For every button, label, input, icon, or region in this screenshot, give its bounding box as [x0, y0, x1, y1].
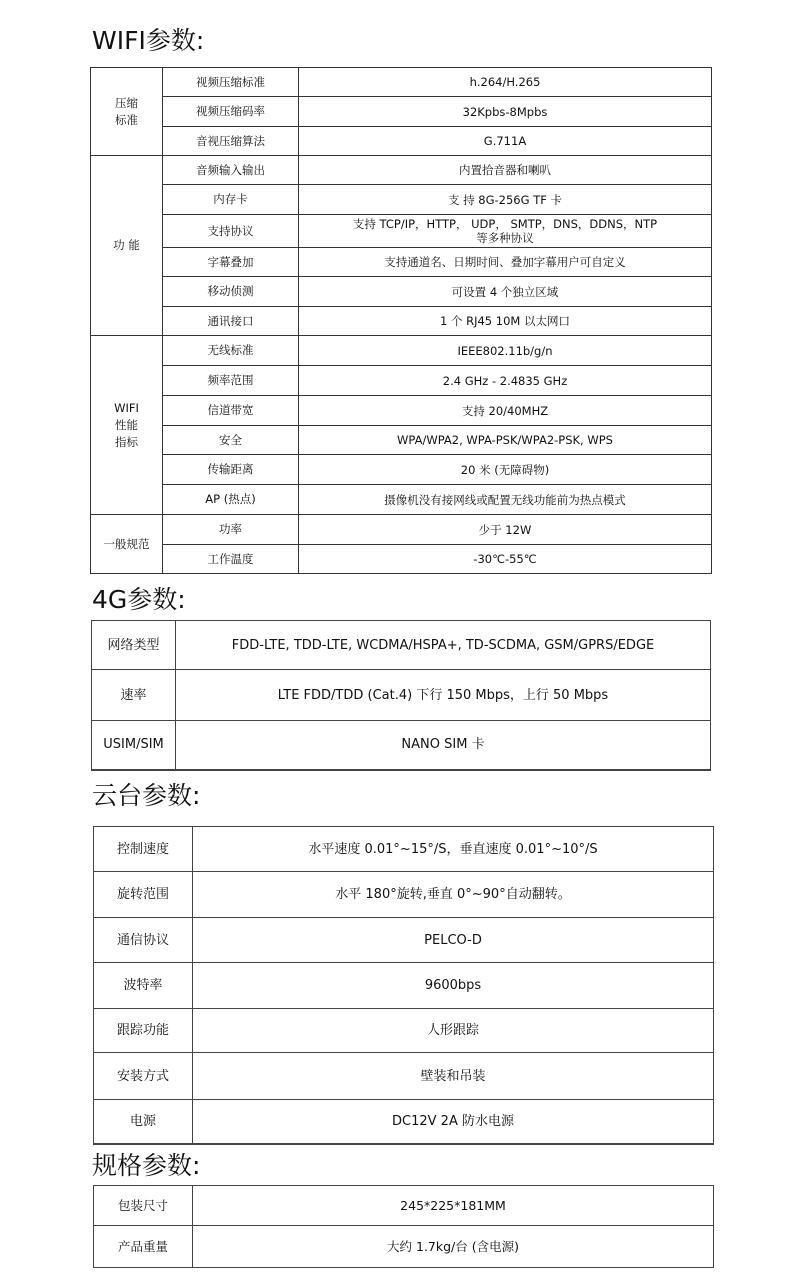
- table-row: [91, 396, 712, 426]
- param-value: NANO SIM 卡: [176, 721, 711, 770]
- ptz-spec-table: [93, 826, 714, 1145]
- param-value: -30℃-55℃: [299, 545, 712, 574]
- table-row: [91, 336, 712, 366]
- param-label: 支持协议: [163, 215, 299, 248]
- param-label: 音频输入输出: [163, 156, 299, 185]
- table-row: [91, 68, 712, 97]
- param-label: 通信协议: [94, 918, 193, 963]
- param-label: 视频压缩标准: [163, 68, 299, 97]
- param-value: 支持通道名、日期时间、叠加字幕用户可自定义: [299, 248, 712, 277]
- param-label: USIM/SIM: [92, 721, 176, 770]
- 4g-section-title: 4G参数:: [92, 585, 186, 614]
- param-label: 频率范围: [163, 366, 299, 396]
- param-label: 旋转范围: [94, 872, 193, 918]
- param-label: 字幕叠加: [163, 248, 299, 277]
- param-value: 32Kpbs-8Mpbs: [299, 97, 712, 127]
- param-label: 速率: [92, 670, 176, 721]
- 4g-spec-table: [91, 620, 711, 771]
- param-label: 控制速度: [94, 827, 193, 872]
- table-row: [91, 127, 712, 156]
- param-value: G.711A: [299, 127, 712, 156]
- param-label: 无线标准: [163, 336, 299, 366]
- param-value: 人形跟踪: [193, 1009, 714, 1053]
- param-value: 20 米 (无障碍物): [299, 455, 712, 485]
- table-row: [91, 307, 712, 336]
- dimension-spec-table: [93, 1185, 714, 1268]
- param-value: 9600bps: [193, 963, 714, 1009]
- wifi-section-title: WIFI参数:: [92, 26, 205, 55]
- table-row: [94, 918, 714, 963]
- table-row: [94, 827, 714, 872]
- table-row: [94, 1009, 714, 1053]
- table-row: [91, 366, 712, 396]
- table-row: [94, 1186, 714, 1226]
- param-label: 内存卡: [163, 185, 299, 215]
- param-value: 2.4 GHz - 2.4835 GHz: [299, 366, 712, 396]
- table-row: [91, 485, 712, 515]
- param-value: 支持 20/40MHZ: [299, 396, 712, 426]
- ptz-section-title: 云台参数:: [92, 781, 201, 810]
- table-row: [94, 872, 714, 918]
- table-row: [92, 721, 711, 770]
- param-label: 工作温度: [163, 545, 299, 574]
- param-label: 网络类型: [92, 621, 176, 670]
- param-value: 支持 TCP/IP，HTTP， UDP， SMTP，DNS，DDNS，NTP 等多种协议: [299, 215, 712, 248]
- table-row: [92, 670, 711, 721]
- param-value: FDD-LTE, TDD-LTE, WCDMA/HSPA+, TD-SCDMA, GSM/GPRS/EDGE: [176, 621, 711, 670]
- param-value: 水平 180°旋转,垂直 0°~90°自动翻转。: [193, 872, 714, 918]
- param-value: h.264/H.265: [299, 68, 712, 97]
- group-label: 压缩 标准: [91, 68, 163, 156]
- wifi-spec-table: [90, 67, 712, 574]
- param-value: IEEE802.11b/g/n: [299, 336, 712, 366]
- param-label: 视频压缩码率: [163, 97, 299, 127]
- param-value: 245*225*181MM: [193, 1186, 714, 1226]
- param-label: 电源: [94, 1100, 193, 1144]
- group-label: WIFI 性能 指标: [91, 336, 163, 515]
- param-value: 摄像机没有接网线或配置无线功能前为热点模式: [299, 485, 712, 515]
- param-label: 安全: [163, 426, 299, 455]
- table-row: [94, 1100, 714, 1144]
- param-label: 波特率: [94, 963, 193, 1009]
- table-row: [91, 277, 712, 307]
- table-row: [91, 545, 712, 574]
- param-label: 音视压缩算法: [163, 127, 299, 156]
- param-value: 壁装和吊装: [193, 1053, 714, 1100]
- param-label: 安装方式: [94, 1053, 193, 1100]
- table-row: [94, 1226, 714, 1268]
- table-row: [91, 515, 712, 545]
- param-label: 包装尺寸: [94, 1186, 193, 1226]
- param-label: 传输距离: [163, 455, 299, 485]
- table-row: [94, 1053, 714, 1100]
- table-row: [91, 156, 712, 185]
- param-value: 可设置 4 个独立区域: [299, 277, 712, 307]
- table-row: [91, 426, 712, 455]
- group-label: 一般规范: [91, 515, 163, 574]
- param-label: 信道带宽: [163, 396, 299, 426]
- param-value: DC12V 2A 防水电源: [193, 1100, 714, 1144]
- param-value: 少于 12W: [299, 515, 712, 545]
- param-label: 产品重量: [94, 1226, 193, 1268]
- param-label: 功率: [163, 515, 299, 545]
- spec-section-title: 规格参数:: [92, 1151, 201, 1180]
- param-value: WPA/WPA2, WPA-PSK/WPA2-PSK, WPS: [299, 426, 712, 455]
- table-row: [92, 621, 711, 670]
- param-value: LTE FDD/TDD (Cat.4) 下行 150 Mbps，上行 50 Mbps: [176, 670, 711, 721]
- param-label: 跟踪功能: [94, 1009, 193, 1053]
- table-row: [91, 185, 712, 215]
- param-value: 内置拾音器和喇叭: [299, 156, 712, 185]
- param-value: 水平速度 0.01°~15°/S，垂直速度 0.01°~10°/S: [193, 827, 714, 872]
- param-value: 1 个 RJ45 10M 以太网口: [299, 307, 712, 336]
- table-row: [91, 215, 712, 248]
- param-value: PELCO-D: [193, 918, 714, 963]
- param-label: 移动侦测: [163, 277, 299, 307]
- table-row: [91, 248, 712, 277]
- param-label: 通讯接口: [163, 307, 299, 336]
- table-row: [91, 455, 712, 485]
- table-row: [94, 963, 714, 1009]
- param-value: 支 持 8G-256G TF 卡: [299, 185, 712, 215]
- param-value: 大约 1.7kg/台 (含电源): [193, 1226, 714, 1268]
- table-row: [91, 97, 712, 127]
- group-label: 功 能: [91, 156, 163, 336]
- param-label: AP (热点): [163, 485, 299, 515]
